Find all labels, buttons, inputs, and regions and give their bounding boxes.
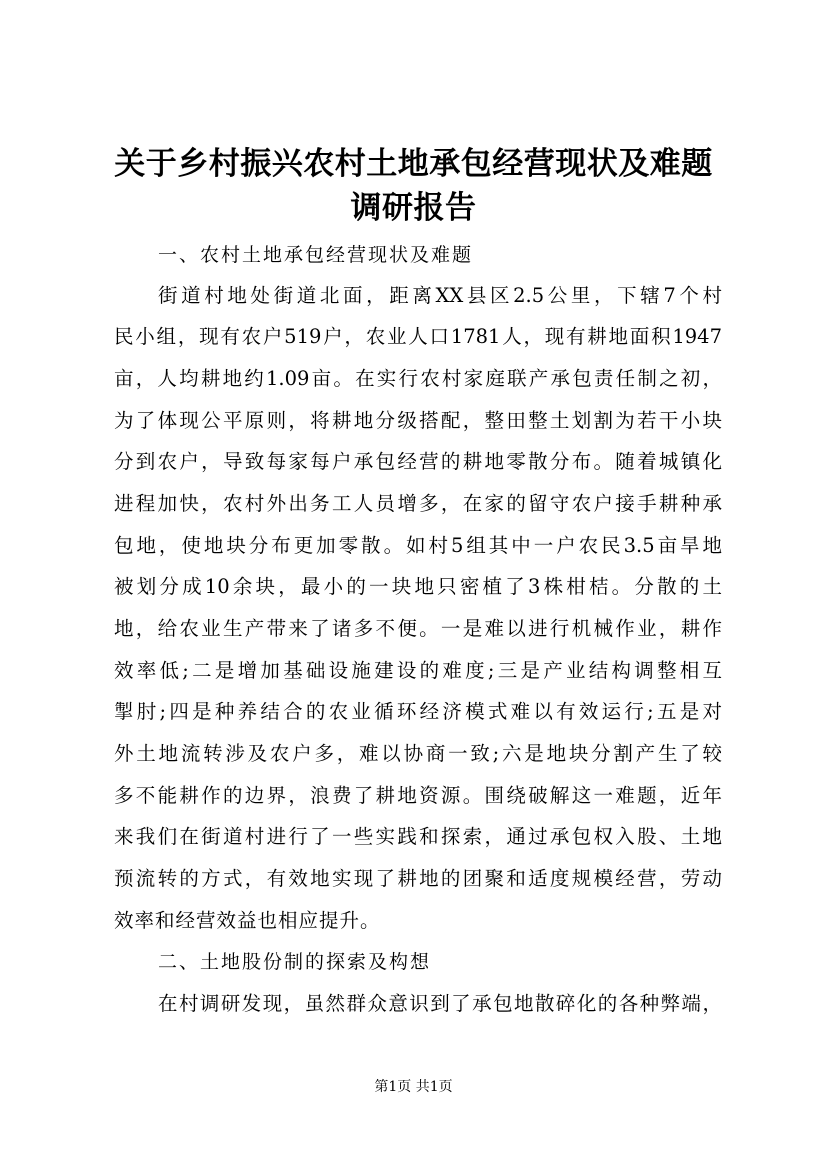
section-heading-1: 一、农村土地承包经营现状及难题 xyxy=(158,244,474,266)
paragraph-1-line: 掣肘;四是种养结合的农业循环经济模式难以有效运行;五是对 xyxy=(114,700,722,723)
paragraph-1-line: 外土地流转涉及农户多，难以协商一致;六是地块分割产生了较 xyxy=(114,742,722,765)
paragraph-1-line: 地，给农业生产带来了诸多不便。一是难以进行机械作业，耕作 xyxy=(114,617,722,640)
paragraph-1-line: 效率低;二是增加基础设施建设的难度;三是产业结构调整相互 xyxy=(114,659,722,682)
section-heading-2: 二、土地股份制的探索及构想 xyxy=(158,951,432,973)
paragraph-1-line: 效率和经营效益也相应提升。 xyxy=(114,909,381,932)
paragraph-1-line: 多不能耕作的边界，浪费了耕地资源。围绕破解这一难题，近年 xyxy=(114,784,722,807)
paragraph-1-line: 亩，人均耕地约1.09亩。在实行农村家庭联产承包责任制之初， xyxy=(114,367,722,390)
paragraph-1-line: 进程加快，农村外出务工人员增多，在家的留守农户接手耕种承 xyxy=(114,492,722,515)
paragraph-1-line: 被划分成10余块，最小的一块地只密植了3株柑桔。分散的土 xyxy=(114,575,722,598)
paragraph-1-line: 来我们在街道村进行了一些实践和探索，通过承包权入股、土地 xyxy=(114,825,722,848)
paragraph-1-line: 为了体现公平原则，将耕地分级搭配，整田整土划割为若干小块 xyxy=(114,409,722,432)
document-title: 关于乡村振兴农村土地承包经营现状及难题调研报告 xyxy=(114,146,713,226)
paragraph-1-line: 预流转的方式，有效地实现了耕地的团聚和适度规模经营，劳动 xyxy=(114,867,722,890)
paragraph-1-line: 街道村地处街道北面，距离XX县区2.5公里，下辖7个村 xyxy=(158,284,722,307)
paragraph-2-line: 在村调研发现，虽然群众意识到了承包地散碎化的各种弊端， xyxy=(158,992,722,1015)
paragraph-1-line: 民小组，现有农户519户，农业人口1781人，现有耕地面积1947 xyxy=(114,325,722,348)
paragraph-1-line: 分到农户，导致每家每户承包经营的耕地零散分布。随着城镇化 xyxy=(114,450,722,473)
paragraph-1-line: 包地，使地块分布更加零散。如村5组其中一户农民3.5亩旱地 xyxy=(114,534,722,557)
page-footer: 第1页 共1页 xyxy=(374,1079,453,1095)
